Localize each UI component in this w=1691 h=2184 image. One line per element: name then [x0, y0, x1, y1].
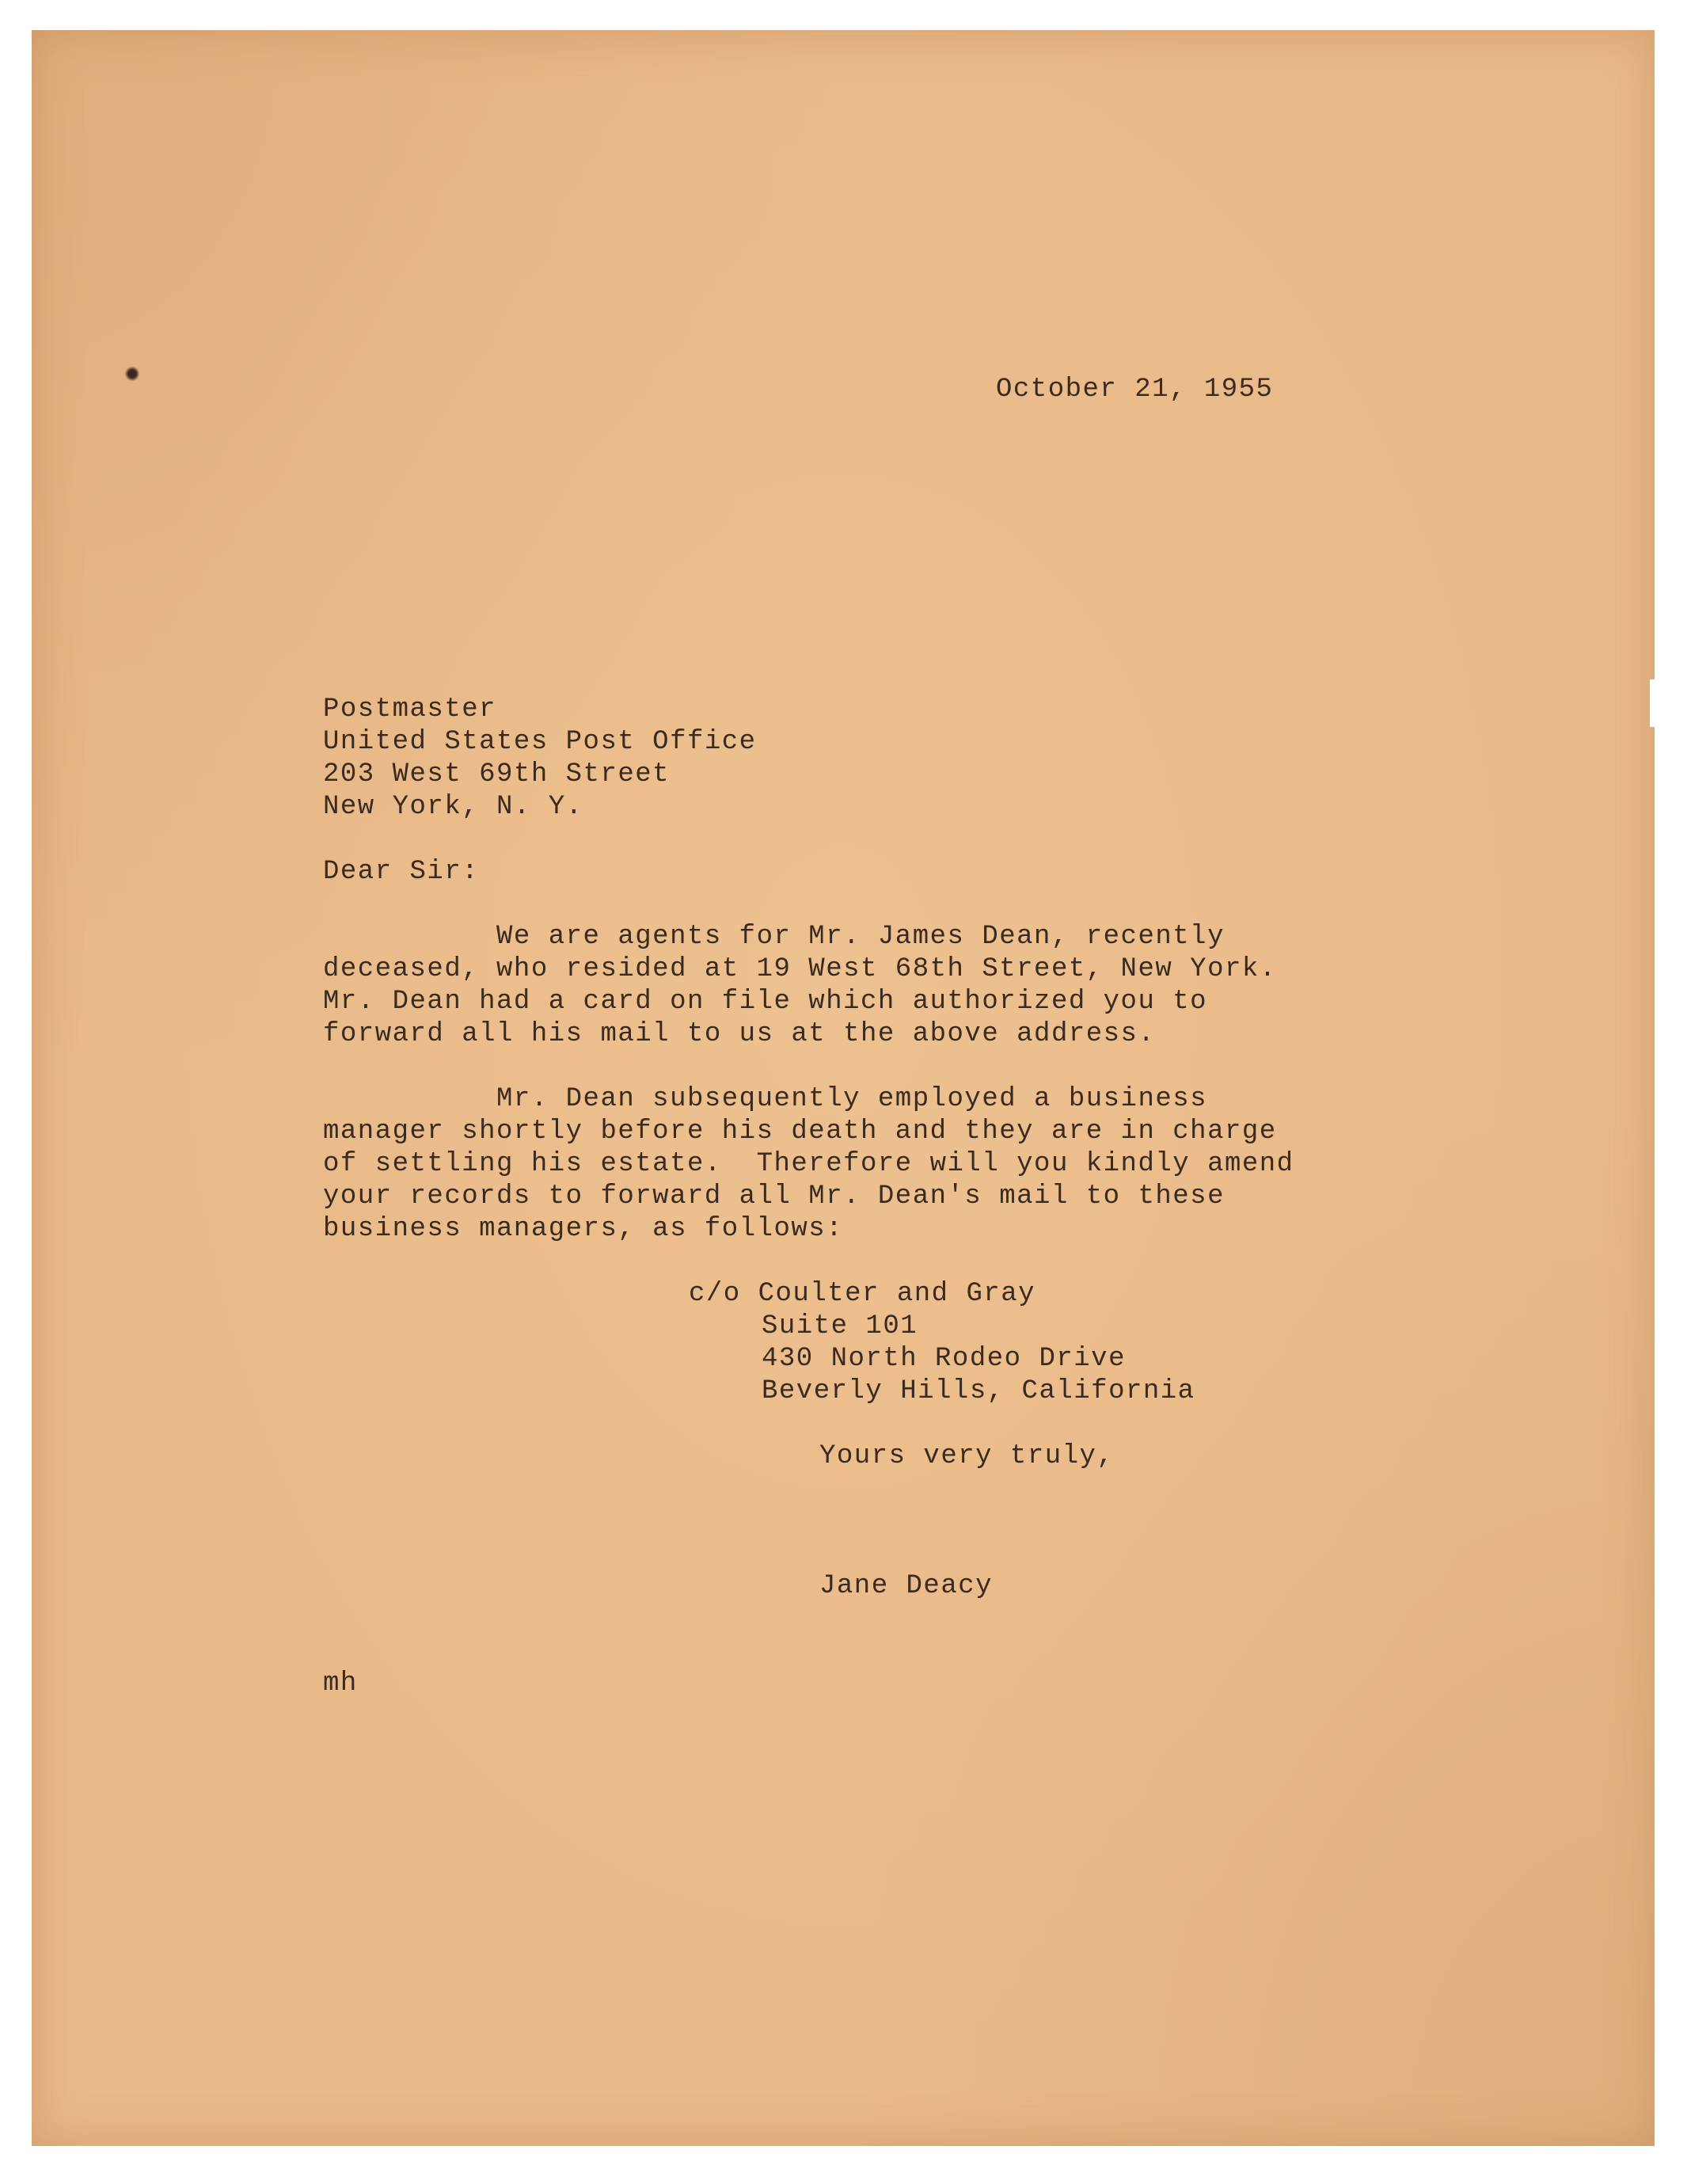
recipient-line: 203 West 69th Street	[323, 759, 671, 790]
address-line: Beverly Hills, California	[762, 1376, 1195, 1406]
address-line: c/o Coulter and Gray	[689, 1279, 1036, 1309]
paragraph-line: We are agents for Mr. James Dean, recently	[323, 922, 1225, 952]
typist-initials: mh	[323, 1668, 358, 1699]
paragraph-line: forward all his mail to us at the above address.	[323, 1019, 1156, 1049]
closing: Yours very truly,	[819, 1441, 1115, 1471]
recipient-line: New York, N. Y.	[323, 792, 583, 822]
paragraph-line: Mr. Dean subsequently employed a business	[323, 1084, 1208, 1114]
paragraph-line: business managers, as follows:	[323, 1214, 844, 1244]
paragraph-line: manager shortly before his death and they are in charge	[323, 1117, 1277, 1147]
paper-edge-tear	[1650, 679, 1655, 727]
paragraph-line: Mr. Dean had a card on file which authorized you to	[323, 987, 1208, 1017]
letter-date: October 21, 1955	[996, 375, 1274, 405]
letter-page	[32, 30, 1655, 2146]
paragraph-line: of settling his estate. Therefore will you kindly amend	[323, 1149, 1294, 1179]
address-line: Suite 101	[762, 1311, 918, 1341]
salutation: Dear Sir:	[323, 857, 480, 887]
recipient-line: Postmaster	[323, 694, 497, 725]
signature-name: Jane Deacy	[819, 1571, 994, 1601]
paragraph-line: deceased, who resided at 19 West 68th Street, New York.	[323, 954, 1277, 984]
ink-blot	[125, 367, 139, 381]
paragraph-line: your records to forward all Mr. Dean's mail to these	[323, 1181, 1225, 1212]
recipient-line: United States Post Office	[323, 727, 757, 757]
address-line: 430 North Rodeo Drive	[762, 1344, 1126, 1374]
